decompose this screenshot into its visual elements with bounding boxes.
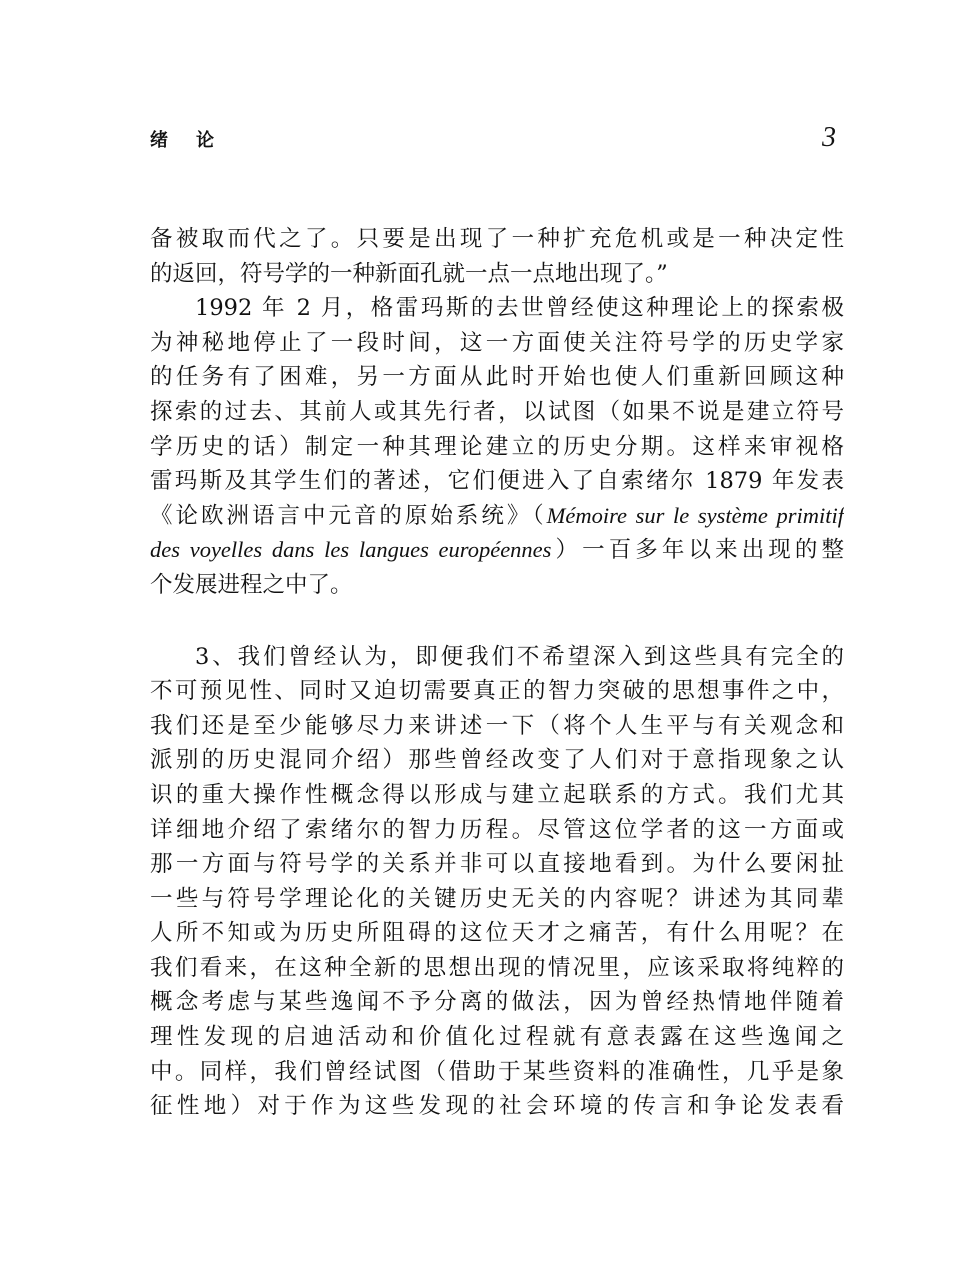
- text-run: ）一百多年以来出现的整: [551, 537, 844, 564]
- text-line-with-title: [150, 533, 844, 568]
- text-line: 1992 年 2 月，格雷玛斯的去世曾经使这种理论上的探索极: [195, 295, 844, 322]
- text-line: 概念考虑与某些逸闻不予分离的做法，因为曾经热情地伴随着: [150, 989, 844, 1016]
- text-line: 探索的过去、其前人或其先行者，以试图（如果不说是建立符号: [150, 398, 844, 425]
- text-line: 派别的历史混同介绍）那些曾经改变了人们对于意指现象之认: [150, 747, 844, 774]
- book-title-french: Mémoire sur le système primitif: [546, 502, 844, 528]
- text-line: 3、我们曾经认为，即便我们不希望深入到这些具有完全的: [195, 643, 844, 670]
- text-line: 学历史的话）制定一种其理论建立的历史分期。这样来审视格: [150, 433, 844, 460]
- text-line: 的返回，符号学的一种新面孔就一点一点地出现了。”: [150, 260, 668, 287]
- text-line: 详细地介绍了索绪尔的智力历程。尽管这位学者的这一方面或: [150, 816, 844, 843]
- text-line: 我们看来，在这种全新的思想出现的情况里，应该采取将纯粹的: [150, 954, 844, 981]
- book-title-chinese: 《论欧洲语言中元音的原始系统》（: [150, 502, 547, 529]
- text-line: 征性地）对于作为这些发现的社会环境的传言和争论发表看: [150, 1093, 844, 1120]
- text-line: 中。同样，我们曾经试图（借助于某些资料的准确性，几乎是象: [150, 1058, 844, 1085]
- text-line: 我们还是至少能够尽力来讲述一下（将个人生平与有关观念和: [150, 712, 844, 739]
- text-line: 备被取而代之了。只要是出现了一种扩充危机或是一种决定性: [150, 226, 844, 252]
- running-head: [150, 122, 836, 158]
- text-line: 那一方面与符号学的关系并非可以直接地看到。为什么要闲扯: [150, 851, 844, 878]
- body-text: [150, 222, 844, 1124]
- text-line-with-title: [150, 499, 844, 534]
- text-line: 为神秘地停止了一段时间，这一方面使关注符号学的历史学家: [150, 329, 844, 356]
- text-line: 不可预见性、同时又迫切需要真正的智力突破的思想事件之中，: [150, 678, 844, 705]
- text-line: 理性发现的启迪活动和价值化过程就有意表露在这些逸闻之: [150, 1024, 844, 1051]
- page-number: 3: [822, 122, 836, 153]
- text-line: 识的重大操作性概念得以形成与建立起联系的方式。我们尤其: [150, 781, 844, 808]
- paragraph-gap: [150, 603, 844, 640]
- text-line: 个发展进程之中了。: [150, 571, 353, 598]
- book-title-french: des voyelles dans les langues européennes: [150, 537, 552, 563]
- section-title: 绪论: [150, 130, 242, 151]
- text-line: 一些与符号学理论化的关键历史无关的内容呢？讲述为其同辈: [150, 885, 844, 912]
- text-line: 人所不知或为历史所阻碍的这位天才之痛苦，有什么用呢？在: [150, 920, 844, 947]
- text-line: 雷玛斯及其学生们的著述，它们便进入了自索绪尔 1879 年发表: [150, 468, 844, 495]
- text-line: 的任务有了困难，另一方面从此时开始也使人们重新回顾这种: [150, 364, 844, 391]
